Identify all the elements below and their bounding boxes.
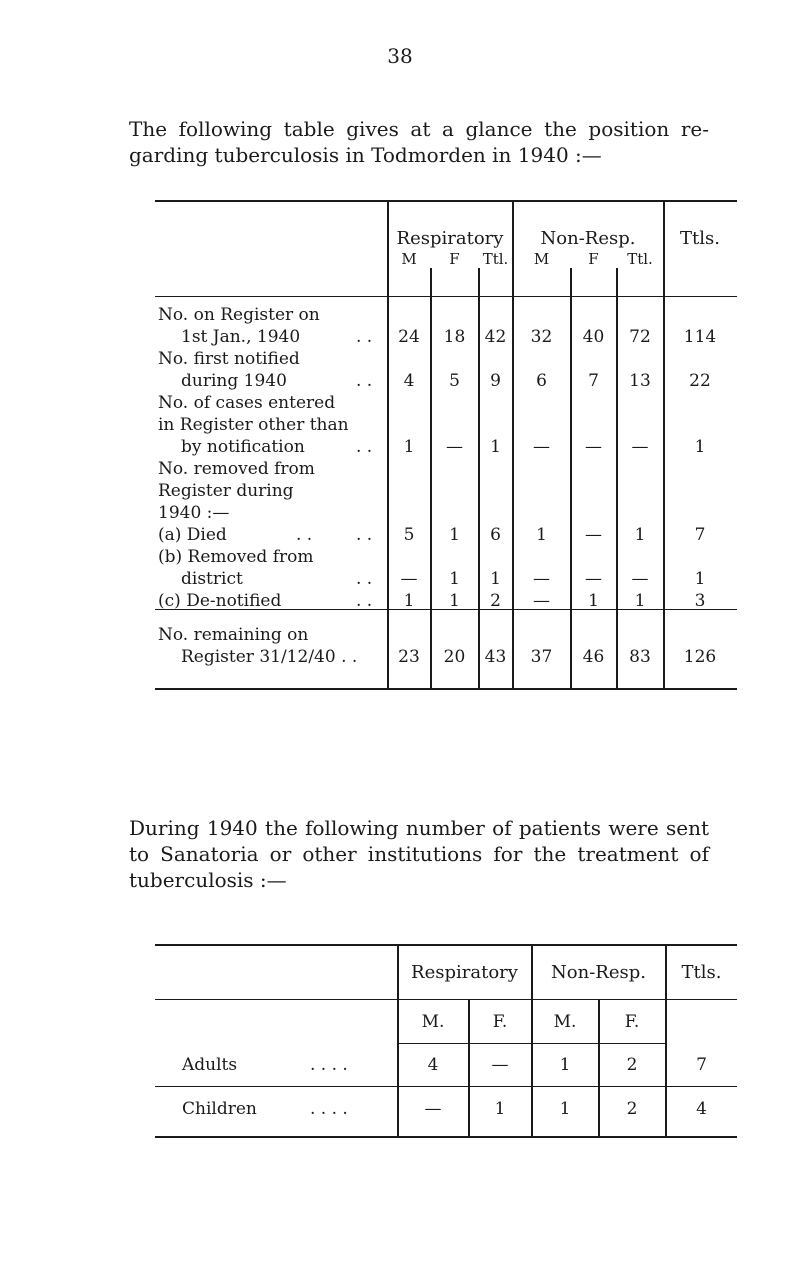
header-respiratory: Respiratory: [411, 962, 518, 983]
table-cell: 1: [403, 437, 415, 457]
row-label-removed-district: (b) Removed from: [158, 547, 314, 567]
leader-dots: . .: [356, 569, 373, 589]
row-label-other-entered: No. of cases entered: [158, 393, 336, 413]
row-label-children: Children: [182, 1099, 257, 1119]
table-cell: 1: [634, 525, 646, 545]
leader-dots: . .: [356, 371, 373, 391]
table-cell: 4: [696, 1099, 707, 1119]
leader-dots: . . . .: [310, 1099, 348, 1119]
row-label-removed-3: 1940 :—: [158, 503, 230, 523]
table-cell: 1: [536, 525, 547, 545]
table-cell: 114: [683, 327, 717, 347]
table-cell: 1: [449, 591, 460, 611]
table-cell: 5: [449, 371, 460, 391]
table-cell: 72: [629, 327, 651, 347]
leader-dots: . . . .: [310, 1055, 348, 1075]
subheader-resp-m: M.: [421, 1012, 445, 1032]
row-label-register-jan: No. on Register on: [158, 305, 320, 325]
table-cell: 4: [427, 1055, 439, 1075]
row-label-denotified: (c) De-notified: [158, 591, 282, 611]
table-cell: 7: [694, 525, 706, 545]
row-label-died: (a) Died: [158, 525, 227, 545]
subheader-resp-m: M: [401, 250, 417, 268]
table-cell: 1: [559, 1099, 571, 1119]
table-cell: 2: [490, 591, 501, 611]
table-cell: 32: [530, 327, 553, 347]
table-cell: 9: [490, 371, 501, 391]
table-cell: 42: [484, 327, 507, 347]
subheader-resp-ttl: Ttl.: [482, 250, 509, 268]
table-cell: 7: [696, 1055, 707, 1075]
header-non-resp: Non-Resp.: [551, 962, 646, 983]
row-label-removed-district-2: district: [181, 569, 243, 589]
subheader-nonresp-f: F.: [624, 1012, 640, 1032]
table-cell: 1: [694, 569, 706, 589]
table-cell: 1: [494, 1099, 506, 1119]
table-cell: 1: [449, 525, 460, 545]
table-cell: —: [400, 569, 418, 589]
subheader-resp-f: F: [449, 250, 460, 268]
table-cell: —: [491, 1055, 509, 1075]
table-cell: —: [533, 569, 550, 589]
table-cell: 24: [398, 327, 420, 347]
table-cell: 2: [626, 1099, 638, 1119]
row-label-first-notified: No. first notified: [158, 349, 300, 369]
header-respiratory: Respiratory: [396, 228, 504, 249]
subheader-nonresp-m: M: [533, 250, 550, 268]
subheader-nonresp-ttl: Ttl.: [627, 250, 653, 268]
leader-dots: . .: [356, 327, 373, 347]
table-cell: 1: [634, 591, 646, 611]
row-label-remaining: No. remaining on: [158, 625, 309, 645]
table-cell: —: [585, 525, 602, 545]
table-cell: 3: [694, 591, 706, 611]
row-label-other-entered-2: in Register other than: [158, 415, 349, 435]
table-cell: 23: [398, 647, 420, 667]
table-cell: —: [585, 437, 602, 457]
table-cell: 83: [629, 647, 651, 667]
row-label-register-jan-2: 1st Jan., 1940: [181, 327, 301, 347]
table-cell: 5: [403, 525, 415, 545]
leader-dots: . .: [356, 437, 373, 457]
leader-dots: . .: [356, 525, 373, 545]
table-cell: 1: [490, 569, 501, 589]
table-cell: 4: [403, 371, 415, 391]
table-cell: —: [446, 437, 463, 457]
table-cell: 22: [689, 371, 711, 391]
table-cell: —: [424, 1099, 442, 1119]
subheader-nonresp-f: F: [588, 250, 599, 268]
row-label-adults: Adults: [182, 1055, 238, 1075]
table-cell: 126: [683, 647, 717, 667]
row-label-other-entered-3: by notification: [181, 437, 305, 457]
table-cell: 40: [582, 327, 605, 347]
table-cell: —: [533, 591, 550, 611]
row-label-first-notified-2: during 1940: [181, 371, 287, 391]
table-cell: 1: [490, 437, 501, 457]
table-cell: 1: [403, 591, 415, 611]
table-cell: 1: [694, 437, 706, 457]
table-cell: 37: [530, 647, 553, 667]
row-label-remaining-2: Register 31/12/40 . .: [181, 647, 358, 667]
table-cell: —: [631, 437, 649, 457]
table-cell: 6: [490, 525, 501, 545]
row-label-removed-2: Register during: [158, 481, 294, 501]
table-cell: —: [533, 437, 550, 457]
sanatoria-paragraph: During 1940 the following number of patients were sent to Sanatoria or other institutions for the treatment of tuberculosis :—: [129, 816, 709, 892]
table-cell: 20: [443, 647, 466, 667]
leader-dots: . .: [356, 591, 373, 611]
header-totals: Ttls.: [680, 228, 720, 249]
page-number: 38: [387, 44, 413, 68]
intro-paragraph: The following table gives at a glance the position re- garding tuberculosis in Todmorden in 1940 :—: [129, 117, 709, 167]
header-non-resp: Non-Resp.: [540, 228, 636, 249]
table-cell: 18: [443, 327, 466, 347]
leader-dots: . .: [296, 525, 313, 545]
table-cell: 13: [629, 371, 651, 391]
table-cell: 43: [484, 647, 507, 667]
table-cell: 1: [588, 591, 599, 611]
table-cell: 6: [536, 371, 547, 391]
table-cell: —: [631, 569, 649, 589]
table-cell: 1: [559, 1055, 571, 1075]
subheader-resp-f: F.: [492, 1012, 508, 1032]
table-cell: 2: [626, 1055, 638, 1075]
table-cell: 7: [588, 371, 599, 391]
table-cell: 46: [582, 647, 605, 667]
table-cell: 1: [449, 569, 460, 589]
row-label-removed: No. removed from: [158, 459, 315, 479]
subheader-nonresp-m: M.: [553, 1012, 577, 1032]
header-totals: Ttls.: [681, 962, 722, 983]
table-cell: —: [585, 569, 602, 589]
